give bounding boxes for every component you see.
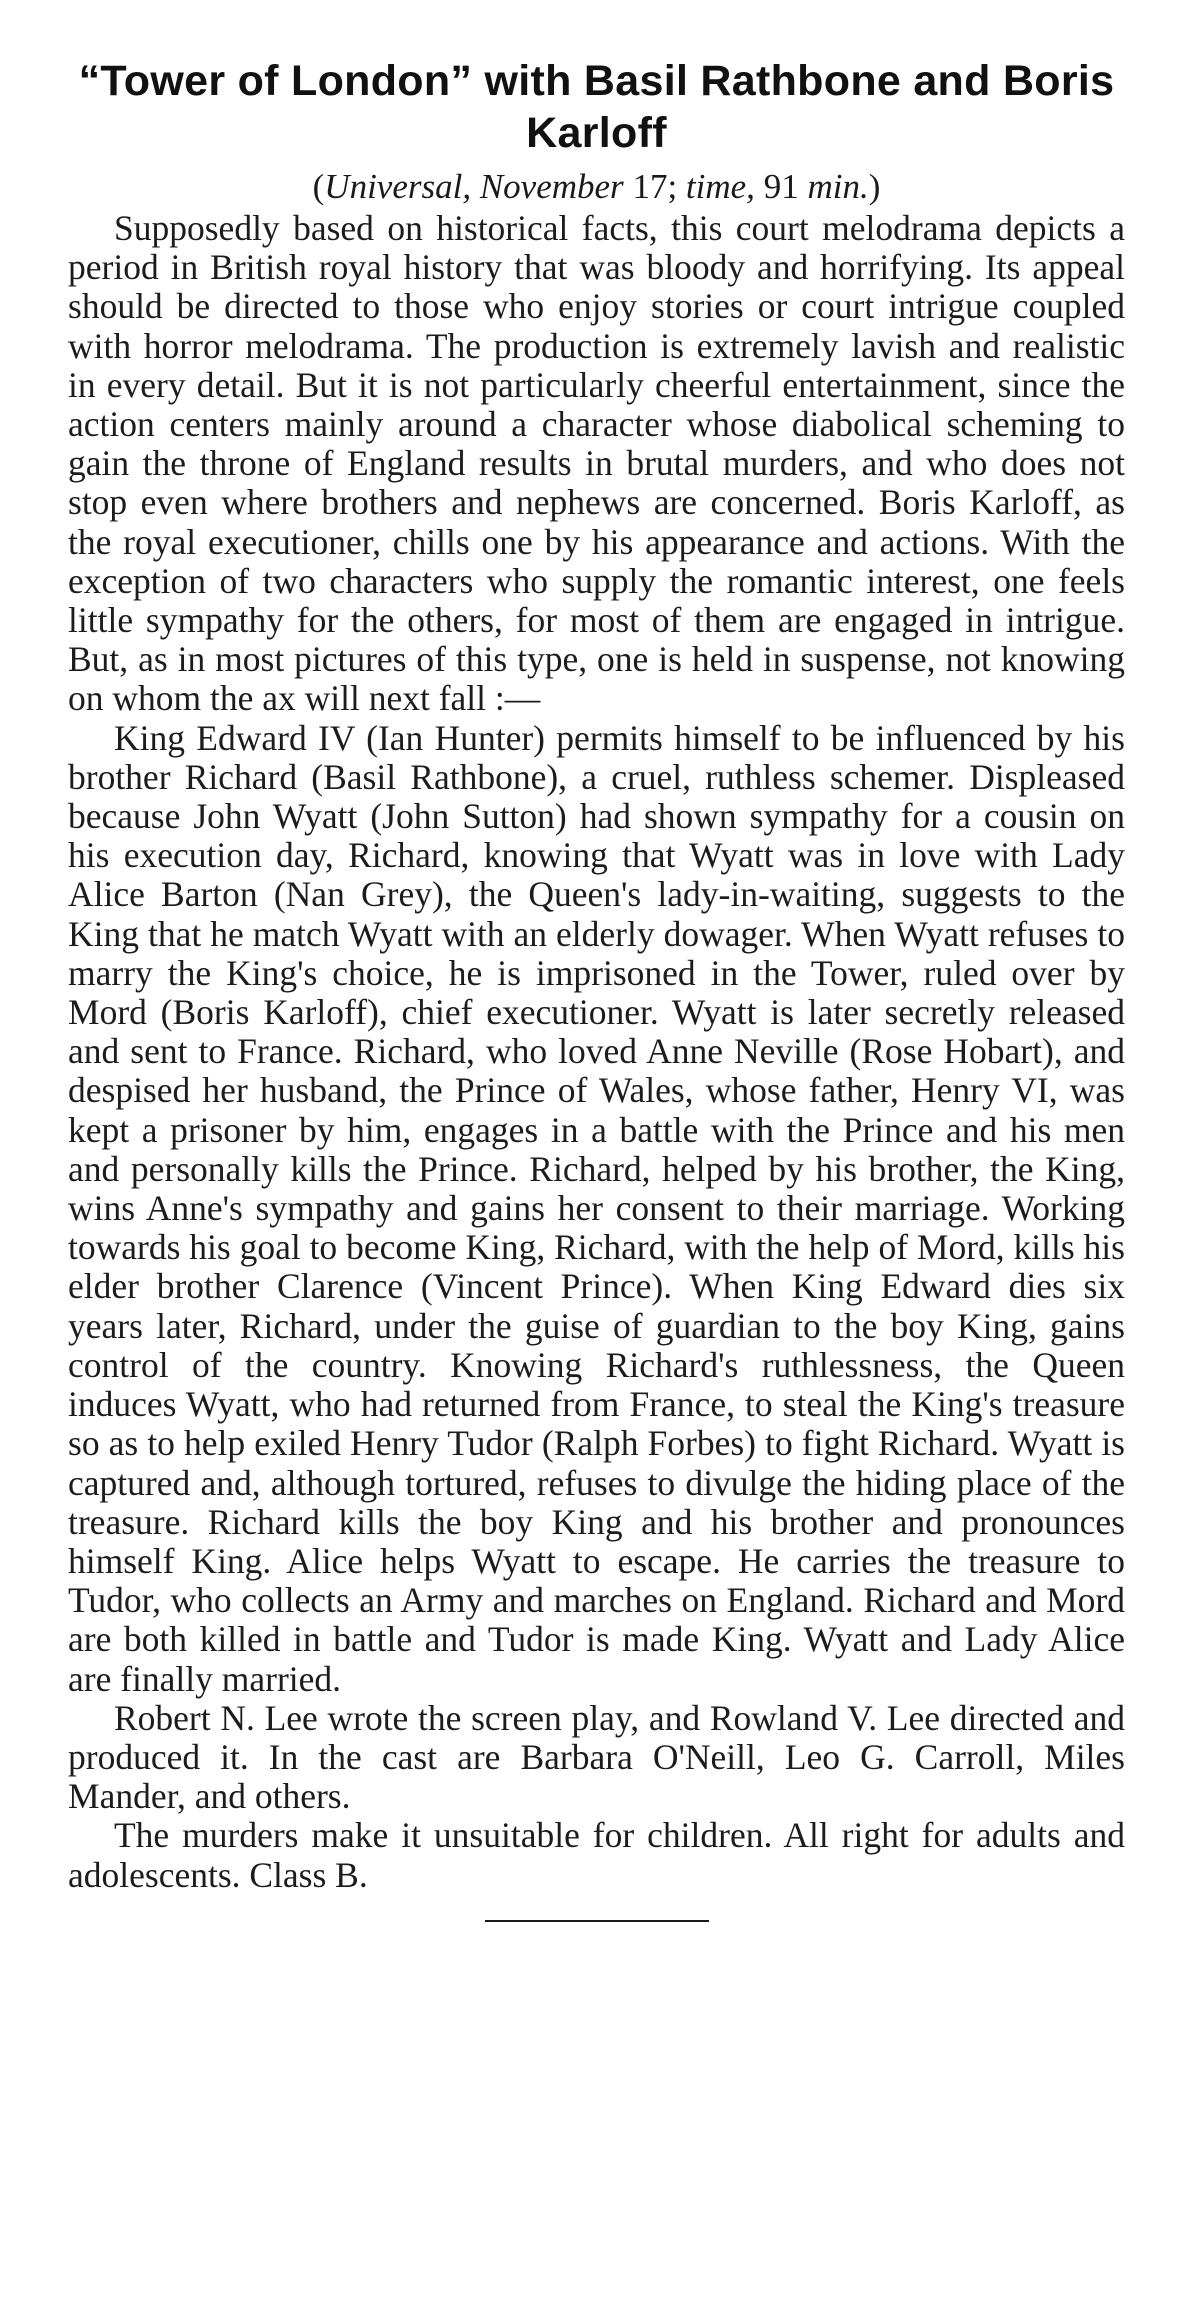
runtime-unit: min. xyxy=(807,167,869,206)
paragraph-credits: Robert N. Lee wrote the screen play, and Rowland V. Lee directed and produced it. In the cast are Barbara O'Neill, Leo G. Carroll, Miles Mander, and others. xyxy=(68,1697,1125,1817)
meta-open-paren: ( xyxy=(312,167,325,206)
runtime-number: 91 xyxy=(754,167,808,206)
release-info xyxy=(68,165,1125,209)
article-body xyxy=(68,209,1125,1895)
studio-date: Universal, November xyxy=(324,167,624,206)
review-article xyxy=(68,55,1125,1922)
paragraph-plot: King Edward IV (Ian Hunter) permits himself to be influenced by his brother Richard (Basil Rathbone), a cruel, ruthless schemer. Displeased because John Wyatt (John Sutton) had shown sympathy for a cousin on his execution day, Richard, knowing that Wyatt was in love with Lady Alice Barton (Nan Grey), the Queen's lady-in-waiting, suggests to the King that he match Wyatt with an elderly dowager. When Wyatt refuses to marry the King's choice, he is imprisoned in the Tower, ruled over by Mord (Boris Karloff), chief executioner. Wyatt is later secretly released and sent to France. Richard, who loved Anne Neville (Rose Hobart), and despised her husband, the Prince of Wales, whose father, Henry VI, was kept a prisoner by him, engages in a battle with the Prince and his men and personally kills the Prince. Richard, helped by his brother, the King, wins Anne's sympathy and gains her consent to their marriage. Working towards his goal to become King, Richard, with the help of Mord, kills his elder brother Clarence (Vincent Prince). When King Edward dies six years later, Richard, under the guise of guardian to the boy King, gains control of the country. Knowing Richard's ruthlessness, the Queen induces Wyatt, who had returned from France, to steal the King's treasure so as to help exiled Henry Tudor (Ralph Forbes) to fight Richard. Wyatt is captured and, although tortured, refuses to divulge the hiding place of the treasure. Richard kills the boy King and his brother and pronounces himself King. Alice helps Wyatt to escape. He carries the treasure to Tudor, who collects an Army and marches on England. Richard and Mord are both killed in battle and Tudor is made King. Wyatt and Lady Alice are finally married. xyxy=(68,717,1125,1699)
time-label: time, xyxy=(685,167,755,206)
paragraph-overview: Supposedly based on historical facts, this court melodrama depicts a period in British royal history that was bloody and horrifying. Its appeal should be directed to those who enjoy stories or court intrigue coupled with horror melodrama. The production is extremely lavish and realistic in every detail. But it is not particularly cheerful entertainment, since the action centers mainly around a character whose diabolical scheming to gain the throne of England results in brutal murders, and who does not stop even where brothers and nephews are concerned. Boris Karloff, as the royal executioner, chills one by his appearance and actions. With the exception of two characters who supply the romantic interest, one feels little sympathy for the others, for most of them are engaged in intrigue. But, as in most pictures of this type, one is held in suspense, not knowing on whom the ax will next fall :— xyxy=(68,208,1125,719)
end-rule-divider xyxy=(485,1920,709,1922)
release-day: 17; xyxy=(623,167,686,206)
article-title: “Tower of London” with Basil Rathbone and Boris Karloff xyxy=(78,57,1115,157)
meta-close-paren: ) xyxy=(868,167,881,206)
paragraph-classification: The murders make it unsuitable for children. All right for adults and adolescents. Class B. xyxy=(68,1815,1125,1895)
